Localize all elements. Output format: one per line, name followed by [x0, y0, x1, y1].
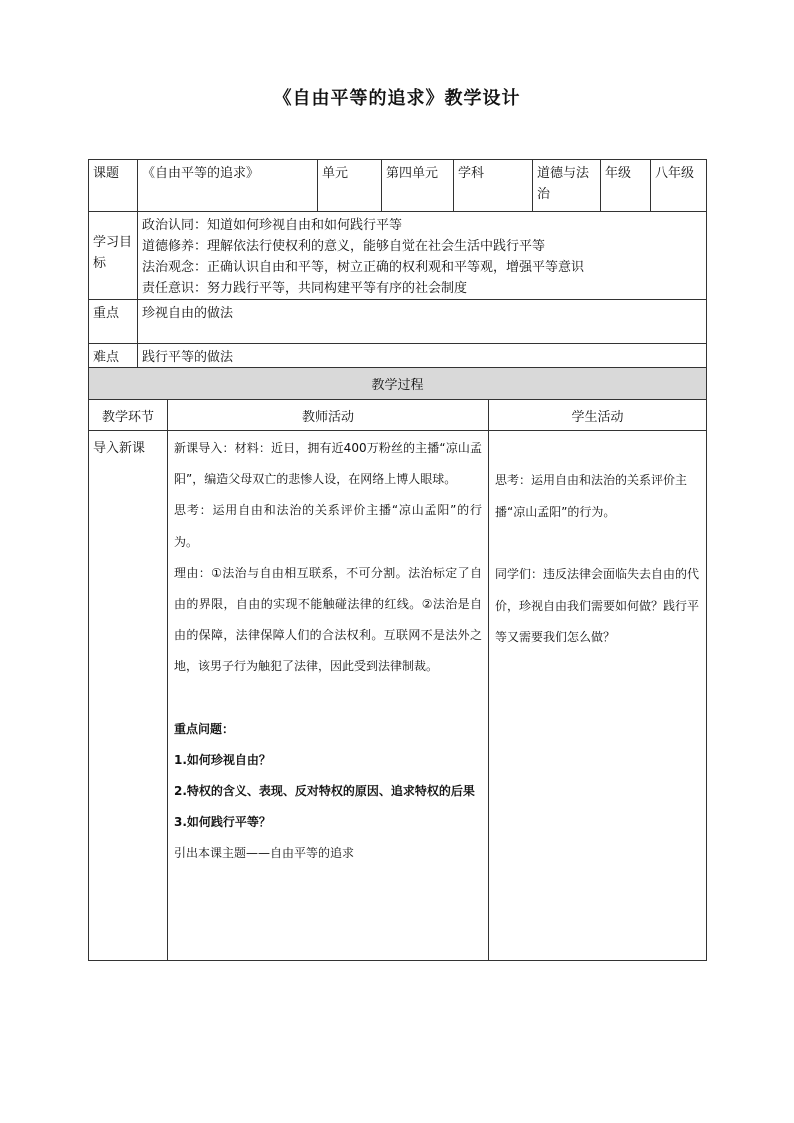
difficult-point-value: 践行平等的做法: [138, 344, 707, 371]
col-teacher-header: 教师活动: [168, 400, 489, 431]
col-student-header: 学生活动: [489, 400, 707, 431]
teacher-paragraph: 2.特权的含义、表现、反对特权的原因、追求特权的后果: [174, 784, 475, 799]
spacer: [495, 528, 700, 559]
teaching-process-table: [88, 367, 707, 961]
spacer: [174, 683, 482, 714]
teacher-paragraph: 3.如何践行平等？: [174, 815, 271, 830]
teacher-paragraph: 理由：①法治与自由相互联系，不可分割。法治标定了自由的界限，自由的实现不能触碰法律的红线。②法治是自由的保障，法律保障人们的合法权利。互联网不是法外之地，该男子行为触犯了法律，因此受到法律制裁。: [174, 565, 482, 674]
unit-label: 单元: [318, 160, 382, 212]
key-point-label: 重点: [89, 300, 138, 344]
stage-name: 导入新课: [89, 431, 168, 961]
goals-list: [138, 212, 707, 300]
teacher-paragraph: 新课导入：材料：近日，拥有近400万粉丝的主播“凉山孟阳”，编造父母双亡的悲惨人设，在网络上博人眼球。: [174, 441, 482, 487]
subject-label: 学科: [454, 160, 533, 212]
topic-value: 《自由平等的追求》: [138, 160, 318, 212]
student-paragraph: 同学们：违反法律会面临失去自由的代价，珍视自由我们需要如何做？践行平等又需要我们怎么做？: [495, 567, 700, 644]
grade-value: 八年级: [651, 160, 707, 212]
lesson-info-table: [88, 159, 707, 371]
student-paragraph: 思考：运用自由和法治的关系评价主播“凉山孟阳”的行为。: [495, 473, 688, 519]
difficult-point-label: 难点: [89, 344, 138, 371]
goal-item: 道德修养：理解依法行使权利的意义，能够自觉在社会生活中践行平等: [142, 239, 546, 254]
unit-value: 第四单元: [382, 160, 454, 212]
teacher-paragraph: 1.如何珍视自由？: [174, 752, 271, 767]
goal-item: 政治认同：知道如何珍视自由和如何践行平等: [142, 218, 403, 233]
page-title: 《自由平等的追求》教学设计: [273, 88, 521, 109]
grade-label: 年级: [601, 160, 651, 212]
teacher-paragraph: 重点问题：: [174, 721, 235, 736]
student-activity: [489, 431, 707, 961]
key-point-value: 珍视自由的做法: [138, 300, 707, 344]
goals-label: 学习目标: [89, 212, 138, 300]
goal-item: 法治观念：正确认识自由和平等，树立正确的权利观和平等观，增强平等意识: [142, 260, 585, 275]
teacher-paragraph: 引出本课主题——自由平等的追求: [174, 846, 355, 861]
col-stage-header: 教学环节: [89, 400, 168, 431]
teacher-activity: [168, 431, 489, 961]
topic-label: 课题: [89, 160, 138, 212]
subject-value: 道德与法治: [533, 160, 601, 212]
teacher-paragraph: 思考：运用自由和法治的关系评价主播“凉山孟阳”的行为。: [174, 503, 482, 549]
process-header: 教学过程: [89, 368, 707, 400]
goal-item: 责任意识：努力践行平等，共同构建平等有序的社会制度: [142, 281, 468, 296]
